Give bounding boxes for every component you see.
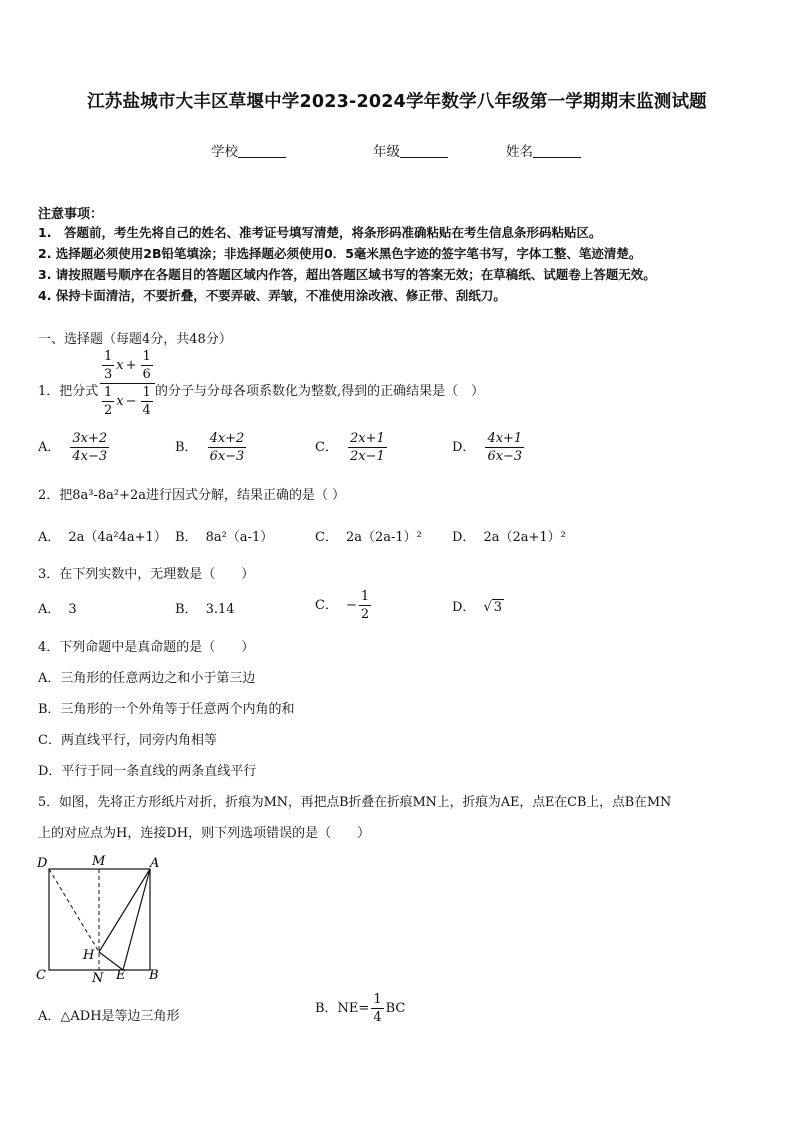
sqrt-symbol: √ 3 bbox=[483, 600, 503, 615]
q1-option-d[interactable]: D． $\frac{4x+1}{6x-3}$ bbox=[452, 431, 523, 464]
question-1-suffix: 的分子与分母各项系数化为整数,得到的正确结果是（ ） bbox=[155, 384, 485, 399]
question-5-stem-line1: 5．如图，先将正方形纸片对折，折痕为MN，再把点B折叠在折痕MN上，折痕为AE，点E在CB上，点B在MN bbox=[38, 795, 672, 810]
label-D: D bbox=[37, 856, 48, 871]
question-1-complex-fraction: $\frac{1}{3}$ x + $\frac{1}{6}$ $\frac{1}{2}$ x − $\frac{1}{4}$ bbox=[100, 350, 155, 417]
q3-option-d[interactable]: D． √ 3 bbox=[452, 600, 503, 615]
section-heading: 一、选择题（每题4分，共48分） bbox=[38, 332, 232, 347]
q3-option-c[interactable]: C． − $\frac{1}{2}$ bbox=[315, 589, 370, 622]
notes-heading: 注意事项： bbox=[38, 207, 104, 222]
name-field: 姓名 bbox=[506, 140, 581, 160]
note-item: 2. 选择题必须使用2B铅笔填涂；非选择题必须使用0．5毫米黑色字迹的签字笔书写，字体工整、笔迹清楚。 bbox=[38, 246, 642, 261]
page-title: 江苏盐城市大丰区草堰中学2023-2024学年数学八年级第一学期期末监测试题 bbox=[87, 92, 707, 112]
note-item: 1. 答题前，考生先将自己的姓名、准考证号填写清楚，将条形码准确粘贴在考生信息条形码粘贴区。 bbox=[38, 225, 602, 240]
question-2-stem: 2．把8a³-8a²+2a进行因式分解，结果正确的是（ ） bbox=[38, 488, 346, 503]
q2-option-b[interactable]: B． 8a²（a-1） bbox=[175, 530, 274, 545]
note-item: 4. 保持卡面清洁，不要折叠，不要弄破、弄皱，不准使用涂改液、修正带、刮纸刀。 bbox=[38, 288, 506, 303]
note-item: 3. 请按照题号顺序在各题目的答题区域内作答，超出答题区域书写的答案无效；在草稿纸、试题卷上答题无效。 bbox=[38, 267, 656, 282]
q3-option-b[interactable]: B． 3.14 bbox=[175, 602, 235, 617]
q2-option-a[interactable]: A． 2a（4a²4a+1） bbox=[38, 530, 167, 545]
grade-field: 年级 bbox=[373, 140, 448, 160]
label-A: A bbox=[150, 856, 160, 871]
q5-option-b[interactable]: B．NE= $\frac{1}{4}$ BC bbox=[315, 992, 406, 1025]
school-field: 学校 bbox=[211, 140, 286, 160]
q5-option-a[interactable]: A．△ADH是等边三角形 bbox=[38, 1009, 180, 1024]
question-3-stem: 3．在下列实数中，无理数是（ ） bbox=[38, 567, 255, 582]
q1-option-a[interactable]: A． $\frac{3x+2}{4x-3}$ bbox=[38, 431, 108, 464]
q4-option-d[interactable]: D．平行于同一条直线的两条直线平行 bbox=[38, 764, 257, 779]
label-M: M bbox=[92, 854, 106, 869]
q1-option-b[interactable]: B． $\frac{4x+2}{6x-3}$ bbox=[175, 431, 245, 464]
q1-option-c[interactable]: C． $\frac{2x+1}{2x-1}$ bbox=[315, 431, 385, 464]
q4-option-c[interactable]: C．两直线平行，同旁内角相等 bbox=[38, 733, 217, 748]
school-blank[interactable] bbox=[238, 143, 286, 158]
grade-blank[interactable] bbox=[400, 143, 448, 158]
label-B: B bbox=[149, 968, 159, 982]
label-E: E bbox=[116, 968, 126, 982]
label-H: H bbox=[83, 948, 95, 963]
name-blank[interactable] bbox=[533, 143, 581, 158]
q3-option-a[interactable]: A． 3 bbox=[38, 602, 77, 617]
question-4-stem: 4．下列命题中是真命题的是（ ） bbox=[38, 640, 255, 655]
question-5-figure bbox=[34, 852, 174, 982]
question-1-prefix: 1．把分式 bbox=[38, 384, 99, 399]
q2-option-d[interactable]: D． 2a（2a+1）² bbox=[452, 530, 566, 545]
q4-option-b[interactable]: B．三角形的一个外角等于任意两个内角的和 bbox=[38, 702, 295, 717]
label-C: C bbox=[36, 968, 46, 982]
q4-option-a[interactable]: A．三角形的任意两边之和小于第三边 bbox=[38, 671, 256, 686]
q2-option-c[interactable]: C． 2a（2a-1）² bbox=[315, 530, 422, 545]
label-N: N bbox=[92, 971, 104, 982]
question-5-stem-line2: 上的对应点为H，连接DH，则下列选项错误的是（ ） bbox=[38, 826, 371, 841]
